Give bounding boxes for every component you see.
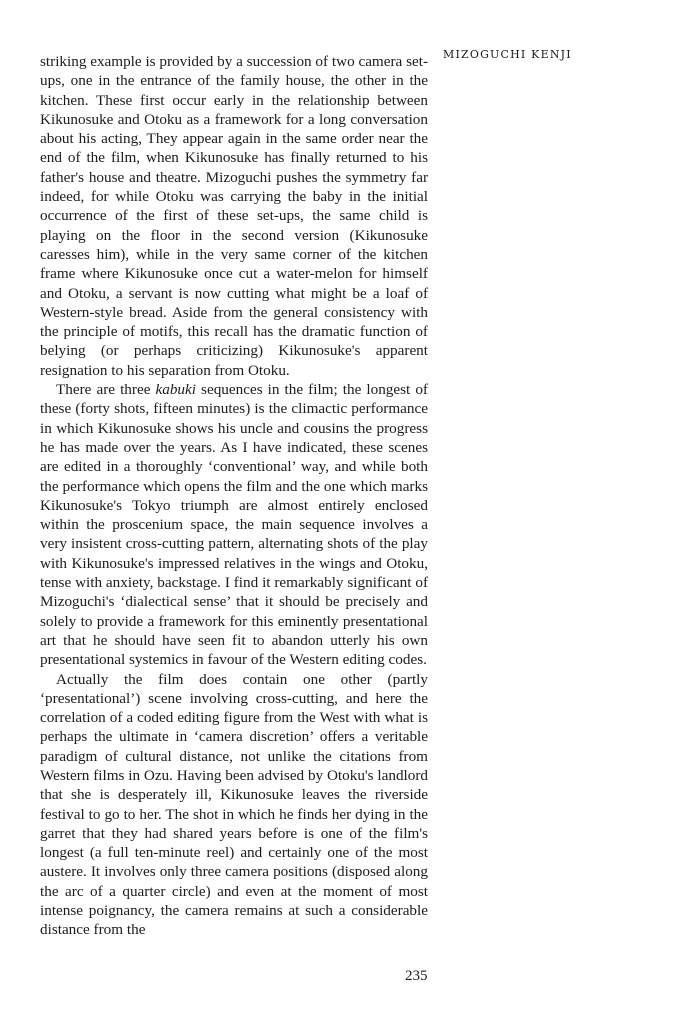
- page-number: 235: [405, 968, 428, 984]
- body-text: [40, 52, 428, 940]
- paragraph-3: Actually the film does contain one other (partly ‘presentational’) scene involving cross-cutting, and here the correlation of a coded editing figure from the West with what is perhaps the ultimate in ‘camera discretion’ offers a veritable paradigm of cultural distance, not unlike the citations from Western films in Ozu. Having been advised by Otoku's landlord that she is desperately ill, Kikunosuke leaves the riverside festival to go to her. The shot in which he finds her dying in the garret that they had shared years before is one of the film's longest (a full ten-minute reel) and certainly one of the most austere. It involves only three camera positions (disposed along the arc of a quarter circle) and even at the moment of most intense poignancy, the camera remains at such a considerable distance from the: [40, 670, 428, 939]
- paragraph-2-start: There are three: [56, 381, 156, 399]
- paragraph-2: [40, 380, 428, 669]
- emphasis-kabuki: kabuki: [155, 381, 196, 399]
- paragraph-2-rest: sequences in the film; the longest of these (forty shots, fifteen minutes) is the climactic performance in which Kikunosuke shows his uncle and cousins the progress he has made over the years. As I have indicated, these scenes are edited in a thoroughly ‘conventional’ way, and while both the performance which opens the film and the one which marks Kikunosuke's Tokyo triumph are almost entirely enclosed within the proscenium space, the main sequence involves a very insistent cross-cutting pattern, alternating shots of the play with Kikunosuke's impressed relatives in the wings and Otoku, tense with anxiety, backstage. I find it remarkably significant of Mizoguchi's ‘dialectical sense’ that it should be precisely and solely to provide a framework for this eminently presentational art that he should have seen fit to abandon utterly his own presentational systemics in favour of the Western editing codes.: [40, 381, 428, 669]
- paragraph-1: striking example is provided by a succession of two camera set-ups, one in the entrance of the family house, the other in the kitchen. These first occur early in the relationship between Kikunosuke and Otoku as a framework for a long conversation about his acting, They appear again in the same order near the end of the film, when Kikunosuke has finally returned to his father's house and theatre. Mizoguchi pushes the symmetry far indeed, for while Otoku was carrying the baby in the initial occurrence of the first of these set-ups, the same child is playing on the floor in the second version (Kikunosuke caresses him), while in the very same corner of the kitchen frame where Kikunosuke once cut a water-melon for himself and Otoku, a servant is now cutting what might be a loaf of Western-style bread. Aside from the general consistency with the principle of motifs, this recall has the dramatic function of belying (or perhaps criticizing) Kikunosuke's apparent resignation to his separation from Otoku.: [40, 53, 429, 379]
- running-head: MIZOGUCHI KENJI: [443, 48, 572, 61]
